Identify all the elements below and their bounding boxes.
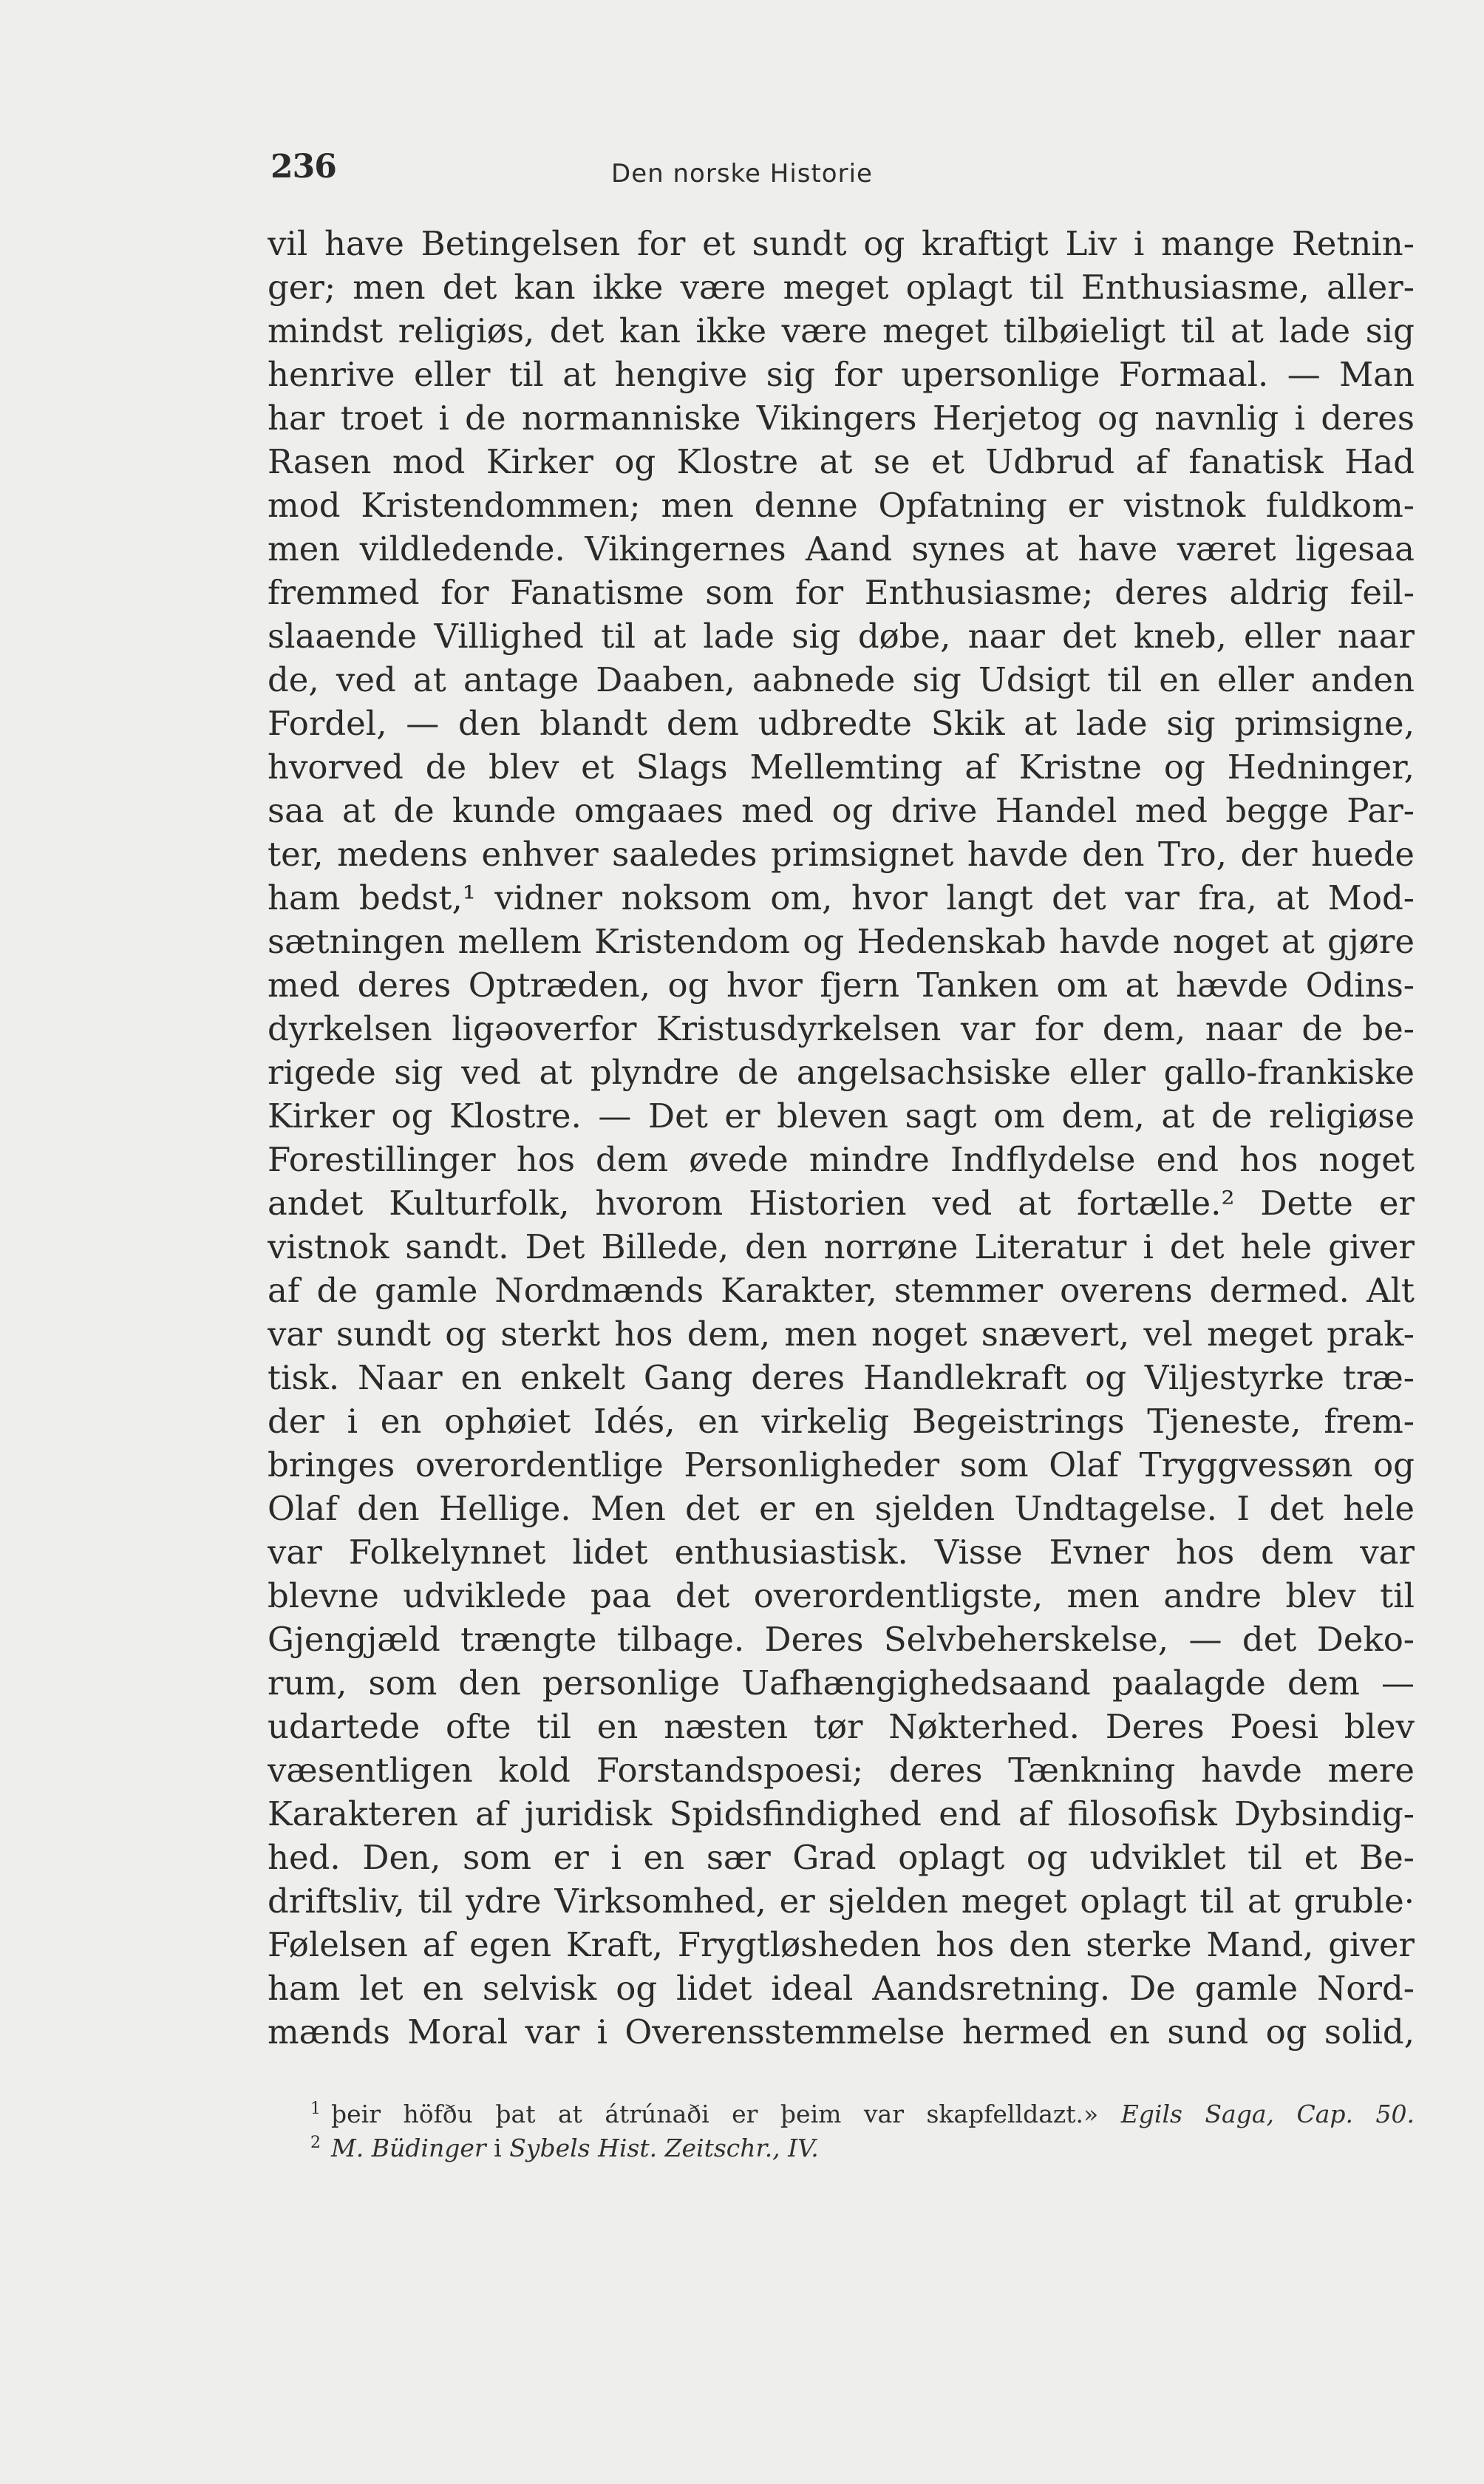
footnote-connector: i	[494, 2134, 502, 2162]
footnote-marker: 2	[310, 2134, 321, 2152]
text-line: bringes overordentlige Personligheder som Olaf Tryggvessøn og	[268, 1445, 1415, 1484]
footnotes	[310, 2092, 1415, 2160]
text-line: Følelsen af egen Kraft, Frygtløsheden hos den sterke Mand, giver	[268, 1925, 1415, 1964]
text-line: var Folkelynnet lidet enthusiastisk. Visse Evner hos dem var	[268, 1533, 1415, 1572]
text-line: dyrkelsen ligəoverfor Kristusdyrkelsen var for dem, naar de be-	[268, 1009, 1415, 1048]
footnote-source: Sybels Hist. Zeitschr., IV.	[509, 2134, 819, 2162]
footnote-author: M. Büdinger	[331, 2134, 486, 2162]
text-line: hvorved de blev et Slags Mellemting af Kristne og Hedninger,	[268, 747, 1415, 787]
text-line: væsentligen kold Forstandspoesi; deres Tænkning havde mere	[268, 1751, 1415, 1790]
text-line: af de gamle Nordmænds Karakter, stemmer overens dermed. Alt	[268, 1271, 1415, 1310]
footnote-marker: 1	[310, 2100, 321, 2118]
text-line: var sundt og sterkt hos dem, men noget snævert, vel meget prak-	[268, 1314, 1415, 1354]
page-number: 236	[270, 148, 336, 186]
text-line: rum, som den personlige Uafhængighedsaand paalagde dem —	[268, 1663, 1415, 1703]
text-line: driftsliv, til ydre Virksomhed, er sjelden meget oplagt til at gruble·	[268, 1881, 1415, 1921]
text-line: Gjengjæld trængte tilbage. Deres Selvbeherskelse, — det Deko-	[268, 1620, 1415, 1659]
text-line: vistnok sandt. Det Billede, den norrøne Literatur i det hele giver	[268, 1227, 1415, 1266]
body-text	[268, 222, 1415, 2054]
text-line: der i en ophøiet Idés, en virkelig Begeistrings Tjeneste, frem-	[268, 1402, 1415, 1441]
text-line: mænds Moral var i Overensstemmelse hermed en sund og solid,	[268, 2012, 1415, 2052]
text-line: ter, medens enhver saaledes primsignet havde den Tro, der huede	[268, 835, 1415, 874]
running-head: Den norske Historie	[611, 159, 873, 189]
text-line: Karakteren af juridisk Spidsfindighed end af filosofisk Dybsindig-	[268, 1794, 1415, 1833]
text-line: Kirker og Klostre. — Det er bleven sagt om dem, at de religiøse	[268, 1096, 1415, 1136]
text-line: ham bedst,¹ vidner noksom om, hvor langt det var fra, at Mod-	[268, 878, 1415, 917]
text-line: ham let en selvisk og lidet ideal Aandsretning. De gamle Nord-	[268, 1969, 1415, 2008]
text-line: slaaende Villighed til at lade sig døbe, naar det kneb, eller naar	[268, 617, 1415, 656]
text-line: har troet i de normanniske Vikingers Herjetog og navnlig i deres	[268, 398, 1415, 438]
text-line: vil have Betingelsen for et sundt og kraftigt Liv i mange Retnin-	[268, 224, 1415, 263]
text-line: mod Kristendommen; men denne Opfatning er vistnok fuldkom-	[268, 486, 1415, 525]
text-line: sætningen mellem Kristendom og Hedenskab havde noget at gjøre	[268, 922, 1415, 961]
text-line: fremmed for Fanatisme som for Enthusiasme; deres aldrig feil-	[268, 573, 1415, 612]
text-line: rigede sig ved at plyndre de angelsachsiske eller gallo-frankiske	[268, 1053, 1415, 1092]
text-line: udartede ofte til en næsten tør Nøkterhed. Deres Poesi blev	[268, 1707, 1415, 1746]
footnote-quote: þeir höfðu þat at átrúnaði er þeim var skapfelldazt.»	[331, 2100, 1099, 2128]
footnote-source: Egils Saga, Cap. 50.	[1120, 2100, 1415, 2128]
text-line: andet Kulturfolk, hvorom Historien ved at fortælle.² Dette er	[268, 1184, 1415, 1223]
text-line: ger; men det kan ikke være meget oplagt til Enthusiasme, aller-	[268, 268, 1415, 307]
text-line: Rasen mod Kirker og Klostre at se et Udbrud af fanatisk Had	[268, 442, 1415, 481]
text-line: henrive eller til at hengive sig for upersonlige Formaal. — Man	[268, 355, 1415, 394]
text-line: Fordel, — den blandt dem udbredte Skik at lade sig primsigne,	[268, 704, 1415, 743]
text-line: de, ved at antage Daaben, aabnede sig Udsigt til en eller anden	[268, 660, 1415, 699]
footnote-1	[310, 2092, 1415, 2126]
text-line: med deres Optræden, og hvor fjern Tanken om at hævde Odins-	[268, 966, 1415, 1005]
text-line: hed. Den, som er i en sær Grad oplagt og udviklet til et Be-	[268, 1838, 1415, 1877]
text-line: men vildledende. Vikingernes Aand synes at have været ligesaa	[268, 529, 1415, 569]
footnote-2	[310, 2126, 1415, 2160]
text-line: Olaf den Hellige. Men det er en sjelden Undtagelse. I det hele	[268, 1489, 1415, 1528]
text-line: tisk. Naar en enkelt Gang deres Handlekraft og Viljestyrke træ-	[268, 1358, 1415, 1397]
text-line: Forestillinger hos dem øvede mindre Indflydelse end hos noget	[268, 1140, 1415, 1179]
text-line: saa at de kunde omgaaes med og drive Handel med begge Par-	[268, 791, 1415, 830]
text-line: blevne udviklede paa det overordentligste, men andre blev til	[268, 1576, 1415, 1615]
text-line: mindst religiøs, det kan ikke være meget tilbøieligt til at lade sig	[268, 311, 1415, 350]
